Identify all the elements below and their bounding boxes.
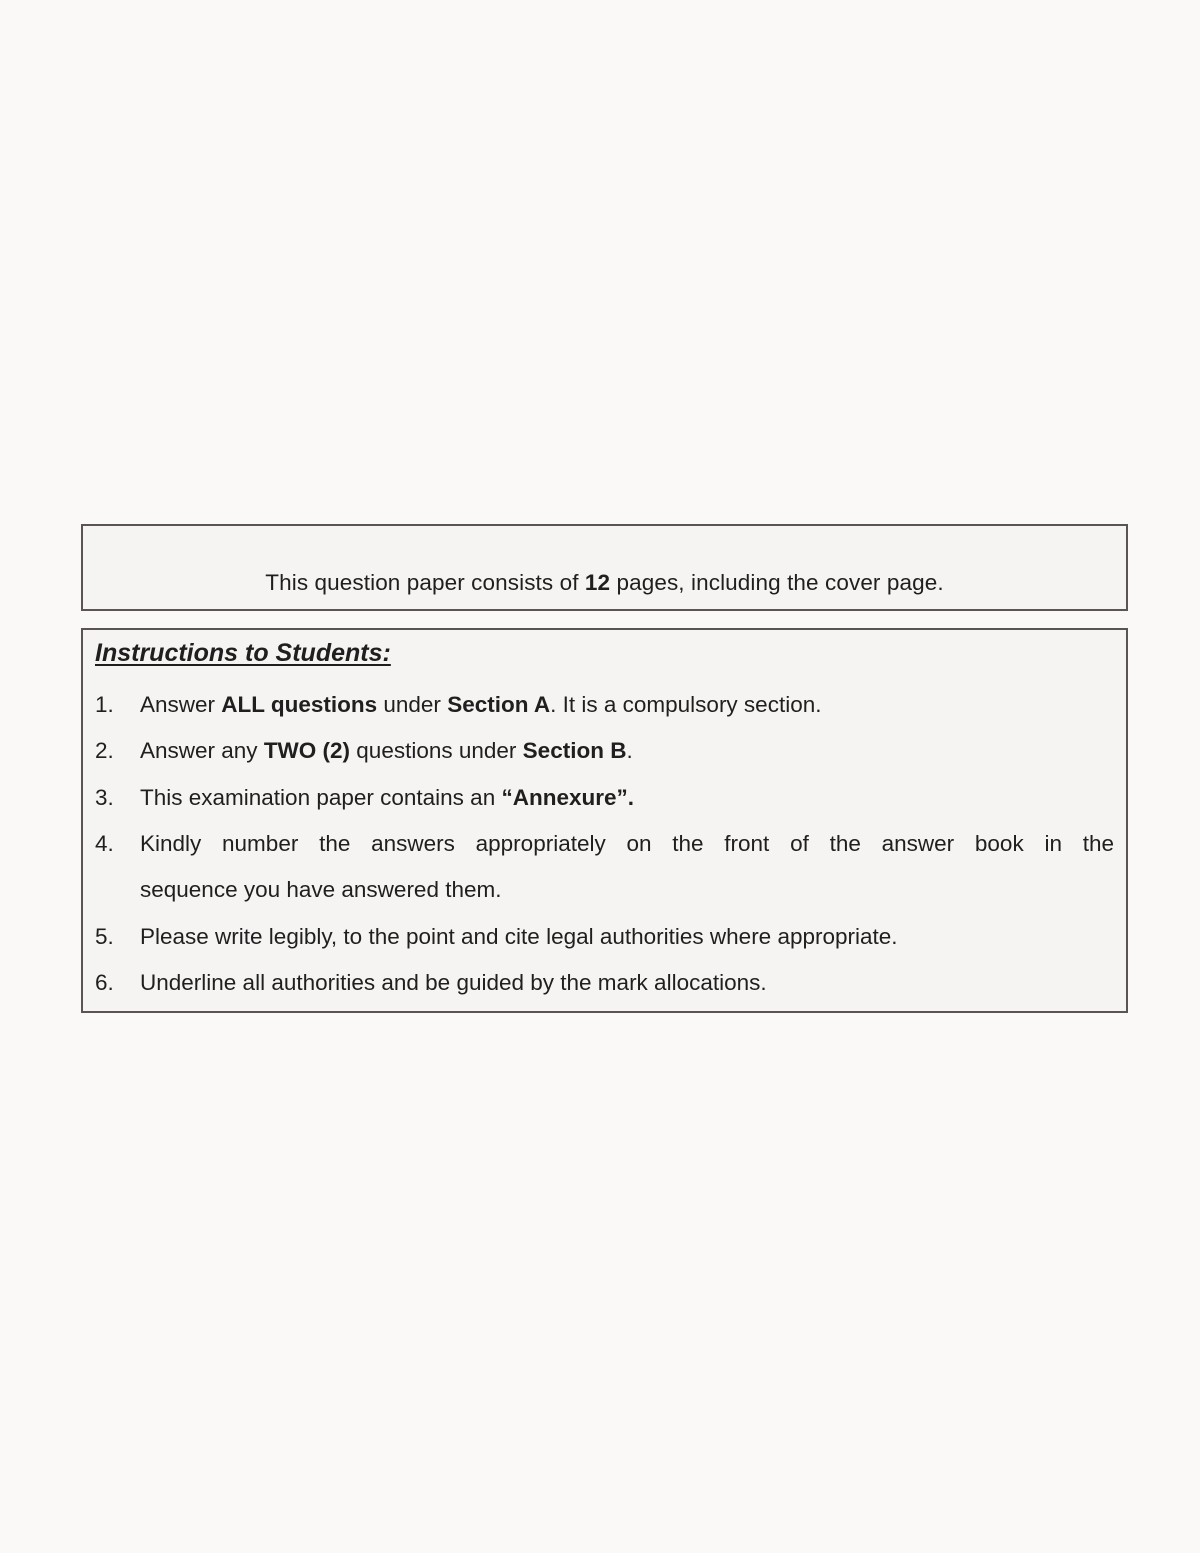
text-part: . [626,738,633,763]
instructions-title: Instructions to Students: [95,639,391,667]
instruction-item-5 [95,914,1114,960]
text-part: . It is a compulsory section. [550,692,822,717]
instruction-text [140,775,1114,821]
bold-part: TWO (2) [263,738,351,763]
instruction-item-2 [95,728,1114,774]
instruction-item-3 [95,775,1114,821]
page-count-prefix: This question paper consists of [265,570,585,595]
instruction-text [140,728,1114,774]
instruction-number: 1. [95,692,114,717]
instruction-item-4 [95,821,1114,913]
bold-part: “Annexure”. [501,785,634,810]
instruction-number: 5. [95,924,114,949]
instruction-number: 2. [95,738,114,763]
instruction-item-6 [95,960,1114,1006]
page-count-number: 12 [584,570,611,595]
bold-part: ALL questions [221,692,378,717]
instruction-text [140,682,1114,728]
text-part: questions under [350,738,523,763]
text-part: Answer [140,692,222,717]
bold-part: Section A [447,692,551,717]
text-part: under [377,692,448,717]
instruction-text-line-1: Kindly number the answers appropriately on the front of the answer book in the [140,831,1114,856]
instruction-text-line-2: sequence you have answered them. [140,877,502,902]
instruction-item-1 [95,682,1114,728]
instruction-number: 4. [95,831,114,856]
instruction-text: Please write legibly, to the point and cite legal authorities where appropriate. [140,924,898,949]
instruction-text: Underline all authorities and be guided by the mark allocations. [140,970,767,995]
text-part: Answer any [140,738,264,763]
instructions-box [81,628,1128,1013]
instruction-number: 3. [95,785,114,810]
bold-part: Section B [522,738,627,763]
page-count-suffix: pages, including the cover page. [610,570,944,595]
instruction-number: 6. [95,970,114,995]
page-count-statement [83,570,1126,596]
cover-info-box [81,524,1128,611]
text-part: This examination paper contains an [140,785,502,810]
